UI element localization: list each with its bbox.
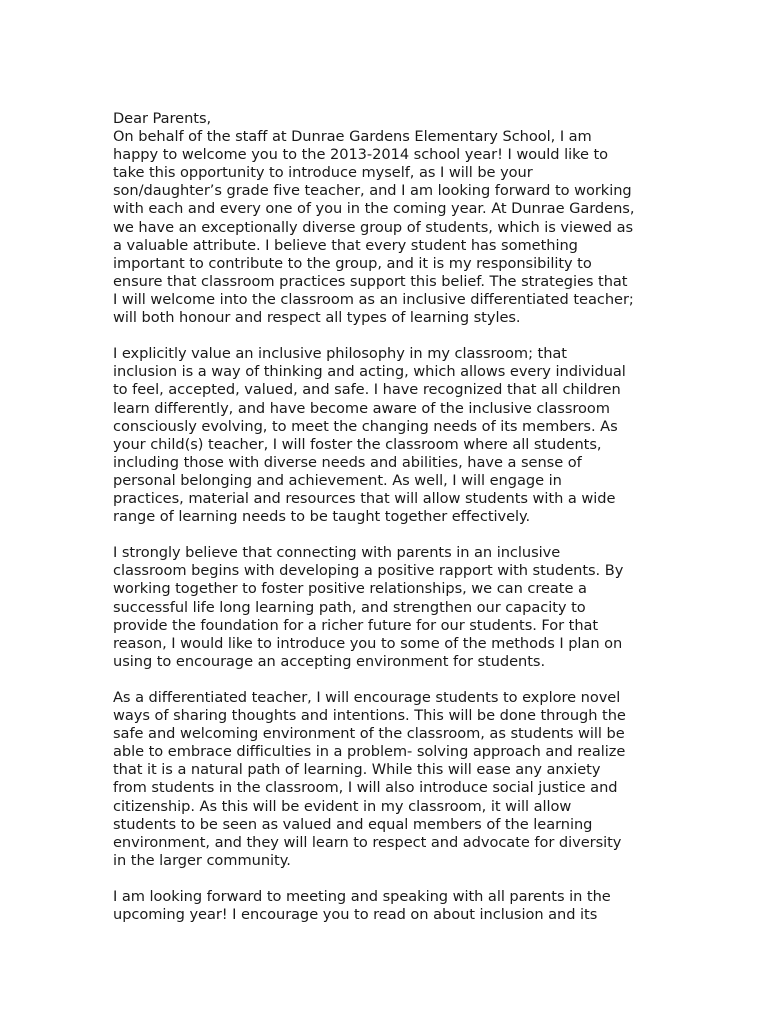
- paragraph-line: successful life long learning path, and strengthen our capacity to: [113, 598, 586, 616]
- paragraph-line: learn differently, and have become aware of the inclusive classroom: [113, 399, 610, 417]
- paragraph-line: students to be seen as valued and equal members of the learning: [113, 815, 593, 833]
- letter-body: [113, 110, 658, 942]
- paragraph-line: take this opportunity to introduce myself, as I will be your: [113, 164, 533, 182]
- paragraph-line: provide the foundation for a richer future for our students. For that: [113, 616, 599, 634]
- paragraph-line: in the larger community.: [113, 851, 291, 869]
- paragraph-line: your child(s) teacher, I will foster the classroom where all students,: [113, 435, 602, 453]
- paragraph-line: a valuable attribute. I believe that every student has something: [113, 236, 578, 254]
- paragraph-line: able to embrace difficulties in a problem- solving approach and realize: [113, 743, 626, 761]
- paragraph-line: with each and every one of you in the coming year. At Dunrae Gardens,: [113, 200, 635, 218]
- paragraph-line: will both honour and respect all types of learning styles.: [113, 309, 521, 327]
- paragraph-line: I will welcome into the classroom as an inclusive differentiated teacher;: [113, 290, 634, 308]
- paragraph-line: working together to foster positive relationships, we can create a: [113, 580, 587, 598]
- paragraph-line: personal belonging and achievement. As well, I will engage in: [113, 471, 562, 489]
- paragraph-line: safe and welcoming environment of the classroom, as students will be: [113, 725, 625, 743]
- paragraph-line: environment, and they will learn to respect and advocate for diversity: [113, 833, 622, 851]
- paragraph-2: [113, 345, 658, 526]
- paragraph-line: from students in the classroom, I will also introduce social justice and: [113, 779, 618, 797]
- paragraph-line: consciously evolving, to meet the changing needs of its members. As: [113, 417, 618, 435]
- paragraph-line: citizenship. As this will be evident in my classroom, it will allow: [113, 797, 572, 815]
- paragraph-line: important to contribute to the group, and it is my responsibility to: [113, 254, 592, 272]
- paragraph-line: I explicitly value an inclusive philosophy in my classroom; that: [113, 345, 567, 363]
- paragraph-line: I am looking forward to meeting and speaking with all parents in the: [113, 888, 611, 906]
- paragraph-line: inclusion is a way of thinking and acting, which allows every individual: [113, 363, 626, 381]
- paragraph-line: upcoming year! I encourage you to read on about inclusion and its: [113, 906, 598, 924]
- paragraph-line: to feel, accepted, valued, and safe. I have recognized that all children: [113, 381, 621, 399]
- paragraph-line: son/daughter’s grade five teacher, and I am looking forward to working: [113, 182, 632, 200]
- paragraph-line: range of learning needs to be taught together effectively.: [113, 508, 531, 526]
- letter-paragraphs: [113, 128, 658, 924]
- paragraph-5: [113, 888, 658, 924]
- paragraph-line: using to encourage an accepting environment for students.: [113, 652, 546, 670]
- paragraph-4: [113, 689, 658, 870]
- paragraph-line: practices, material and resources that will allow students with a wide: [113, 489, 616, 507]
- paragraph-line: On behalf of the staff at Dunrae Gardens Elementary School, I am: [113, 128, 592, 146]
- paragraph-line: including those with diverse needs and abilities, have a sense of: [113, 453, 582, 471]
- greeting: Dear Parents,: [113, 110, 212, 127]
- paragraph-line: that it is a natural path of learning. While this will ease any anxiety: [113, 761, 601, 779]
- paragraph-line: As a differentiated teacher, I will encourage students to explore novel: [113, 689, 621, 706]
- paragraph-line: reason, I would like to introduce you to some of the methods I plan on: [113, 634, 623, 652]
- paragraph-line: ensure that classroom practices support this belief. The strategies that: [113, 272, 628, 290]
- paragraph-line: happy to welcome you to the 2013-2014 school year! I would like to: [113, 146, 609, 164]
- paragraph-line: ways of sharing thoughts and intentions. This will be done through the: [113, 707, 626, 725]
- paragraph-line: we have an exceptionally diverse group of students, which is viewed as: [113, 218, 634, 236]
- paragraph-1: [113, 128, 658, 327]
- paragraph-line: classroom begins with developing a positive rapport with students. By: [113, 562, 624, 580]
- paragraph-line: I strongly believe that connecting with parents in an inclusive: [113, 544, 561, 562]
- paragraph-3: [113, 544, 658, 671]
